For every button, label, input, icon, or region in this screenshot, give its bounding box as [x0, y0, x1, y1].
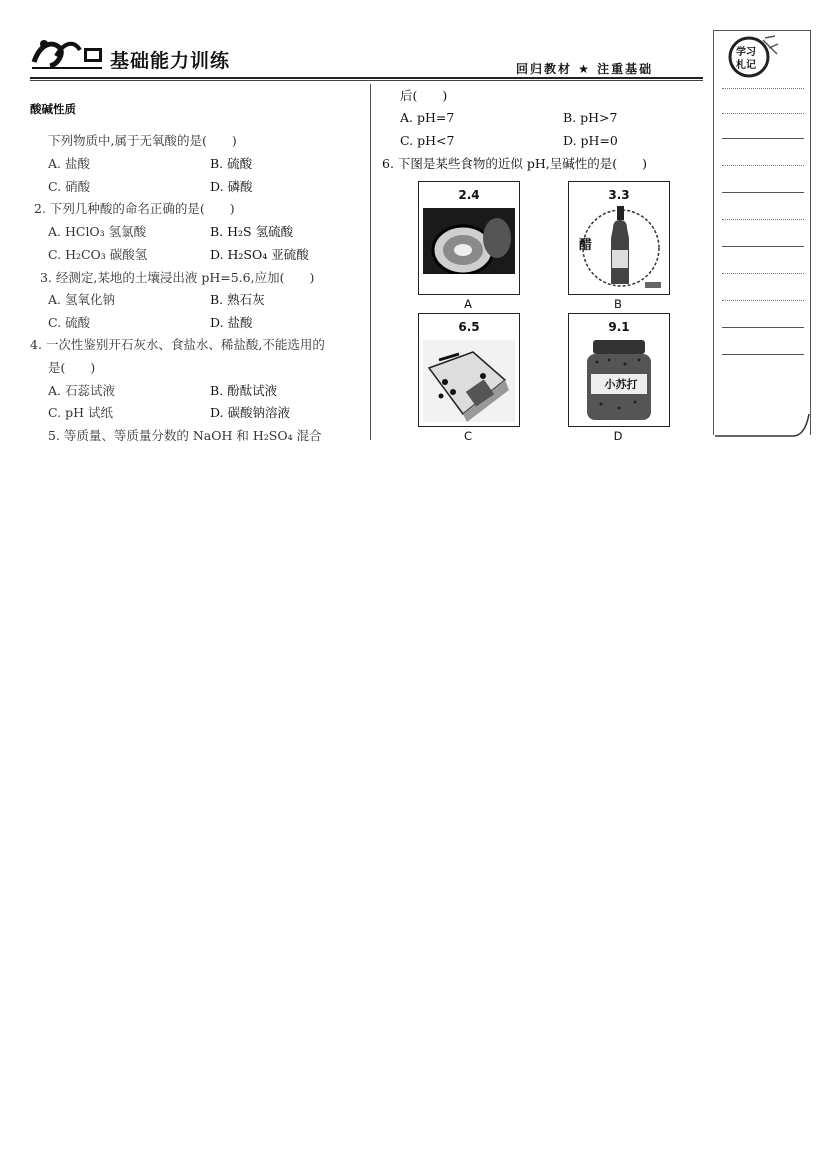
notes-line [722, 354, 804, 355]
section-title: 酸碱性质 [30, 102, 76, 116]
q4-option-b: B. 酚酞试液 [210, 383, 278, 398]
notes-line [722, 192, 804, 193]
q5-option-a: A. pH=7 [400, 110, 455, 125]
q4-option-a: A. 石蕊试液 [48, 383, 115, 398]
milk-box-illustration [423, 340, 515, 422]
header-logo [30, 34, 106, 72]
food-c-label: C [463, 429, 473, 443]
page-title: 基础能力训练 [110, 50, 231, 72]
q5-option-c: C. pH<7 [400, 133, 455, 148]
q5-stem-line2: 后( ) [400, 88, 448, 103]
notes-line [722, 219, 804, 220]
q5-option-b: B. pH>7 [563, 110, 618, 125]
food-d-ph: 9.1 [608, 320, 630, 334]
study-notes-badge [727, 34, 779, 80]
q1-option-b: B. 硫酸 [210, 156, 253, 171]
notes-line [722, 327, 804, 328]
header-rule [30, 77, 703, 79]
notes-line [722, 88, 804, 89]
column-divider [370, 84, 371, 440]
study-notes-panel [713, 30, 811, 435]
q5-stem-line1: 5. 等质量、等质量分数的 NaOH 和 H₂SO₄ 混合 [48, 428, 322, 443]
food-image-d [568, 313, 670, 427]
notes-line [722, 300, 804, 301]
q4-stem-line1: 4. 一次性鉴别开石灰水、食盐水、稀盐酸,不能选用的 [30, 337, 325, 352]
notes-line [722, 246, 804, 247]
food-b-label: B [614, 297, 622, 311]
q2-option-b: B. H₂S 氢硫酸 [210, 224, 294, 239]
q3-option-d: D. 盐酸 [210, 315, 253, 330]
notes-line [722, 138, 804, 139]
notes-panel-curl [713, 410, 813, 440]
header-rule-thin [30, 80, 703, 81]
q1-option-a: A. 盐酸 [48, 156, 90, 171]
food-a-label: A [464, 297, 472, 311]
food-b-ph: 3.3 [608, 188, 630, 202]
notes-line [722, 113, 804, 114]
food-image-c [418, 313, 520, 427]
q6-stem: 6. 下图是某些食物的近似 pH,呈碱性的是( ) [382, 156, 648, 171]
q1-stem: 下列物质中,属于无氧酸的是( ) [48, 133, 237, 148]
baking-soda-word: 小苏打 [604, 378, 638, 391]
food-image-a [418, 181, 520, 295]
vinegar-word: 醋 [579, 238, 593, 253]
q3-stem: 3. 经测定,某地的土壤浸出液 pH=5.6,应加( ) [40, 270, 315, 285]
badge-line-2: 札记 [736, 60, 756, 71]
q4-option-c: C. pH 试纸 [48, 405, 113, 420]
q3-option-a: A. 氢氧化钠 [48, 292, 115, 307]
food-a-ph: 2.4 [458, 188, 480, 202]
q3-option-b: B. 熟石灰 [210, 292, 265, 307]
badge-line-1: 学习 [736, 47, 756, 58]
header-slogan: 回归教材 ★ 注重基础 [516, 62, 654, 76]
q1-option-c: C. 硝酸 [48, 179, 91, 194]
notes-line [722, 273, 804, 274]
q4-stem-line2: 是( ) [48, 360, 96, 375]
q2-stem: 2. 下列几种酸的命名正确的是( ) [34, 201, 235, 216]
notes-line [722, 165, 804, 166]
food-d-label: D [613, 429, 623, 443]
q1-option-d: D. 磷酸 [210, 179, 253, 194]
food-c-ph: 6.5 [458, 320, 480, 334]
q2-option-d: D. H₂SO₄ 亚硫酸 [210, 247, 309, 262]
food-image-b [568, 181, 670, 295]
q3-option-c: C. 硫酸 [48, 315, 91, 330]
q4-option-d: D. 碳酸钠溶液 [210, 405, 291, 420]
q2-option-c: C. H₂CO₃ 碳酸氢 [48, 247, 148, 262]
q2-option-a: A. HClO₃ 氢氯酸 [48, 224, 147, 239]
kiwi-illustration [423, 208, 515, 290]
q5-option-d: D. pH=0 [563, 133, 618, 148]
